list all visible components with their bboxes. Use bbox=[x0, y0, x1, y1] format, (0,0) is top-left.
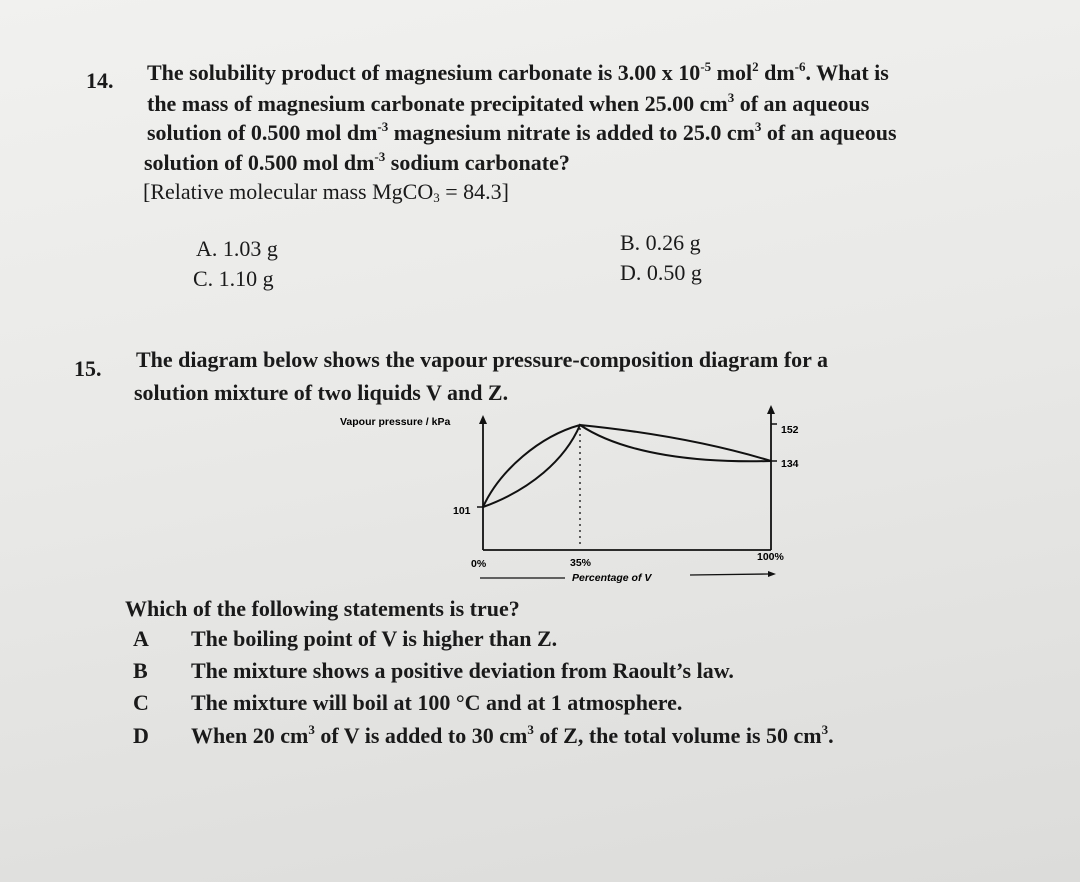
label-134: 134 bbox=[781, 458, 799, 470]
right-axis-arrow bbox=[767, 405, 775, 414]
question-number: 15. bbox=[74, 356, 102, 381]
question-line: the mass of magnesium carbonate precipitated when 25.00 $cm^3$ of an aqueous bbox=[147, 90, 870, 116]
tick-label-100: 100% bbox=[757, 551, 784, 563]
lower-curve bbox=[483, 425, 771, 507]
y-axis-label: Vapour pressure / kPa bbox=[340, 416, 451, 428]
label-101: 101 bbox=[453, 505, 471, 517]
x-label-arrow bbox=[768, 571, 776, 577]
option-d: D. 0.50 g bbox=[620, 260, 702, 285]
question-line: [Relative molecular mass MgCO$_3$ = 84.3] bbox=[143, 179, 509, 205]
question-line: solution mixture of two liquids V and Z. bbox=[134, 380, 509, 405]
label-152: 152 bbox=[781, 424, 799, 436]
x-label-line-right bbox=[690, 574, 768, 575]
question-prompt: Which of the following statements is true? bbox=[125, 596, 520, 621]
tick-label-0: 0% bbox=[471, 558, 487, 570]
question-line: solution of 0.500 mol $dm^{-3}$ magnesium nitrate is added to 25.0 $cm^3$ of an aqueous bbox=[147, 119, 897, 145]
x-axis-label: Percentage of V bbox=[572, 572, 652, 584]
option-b: B. 0.26 g bbox=[620, 230, 701, 255]
option-c: C. 1.10 g bbox=[193, 266, 274, 291]
question-number: 14. bbox=[86, 68, 114, 93]
left-axis-arrow bbox=[479, 415, 487, 424]
question-line: The diagram below shows the vapour pressure-composition diagram for a bbox=[136, 347, 829, 372]
statement-a: A The boiling point of V is higher than Z. bbox=[133, 626, 558, 651]
question-line: The solubility product of magnesium carbonate is 3.00 x $10^{-5}$ mol$^2$ $dm^{-6}$. What is bbox=[147, 59, 889, 85]
statement-c: C The mixture will boil at 100 °C and at 1 atmosphere. bbox=[133, 690, 683, 715]
upper-curve bbox=[483, 425, 771, 507]
option-a: A. 1.03 g bbox=[196, 236, 278, 261]
statement-b: B The mixture shows a positive deviation from Raoult’s law. bbox=[133, 658, 734, 683]
statement-d: D When 20 $cm^3$ of V is added to 30 $cm^3$ of Z, the total volume is 50 $cm^3$. bbox=[133, 722, 834, 748]
question-line: solution of 0.500 mol $dm^{-3}$ sodium carbonate? bbox=[144, 149, 570, 175]
tick-label-35: 35% bbox=[570, 557, 592, 569]
